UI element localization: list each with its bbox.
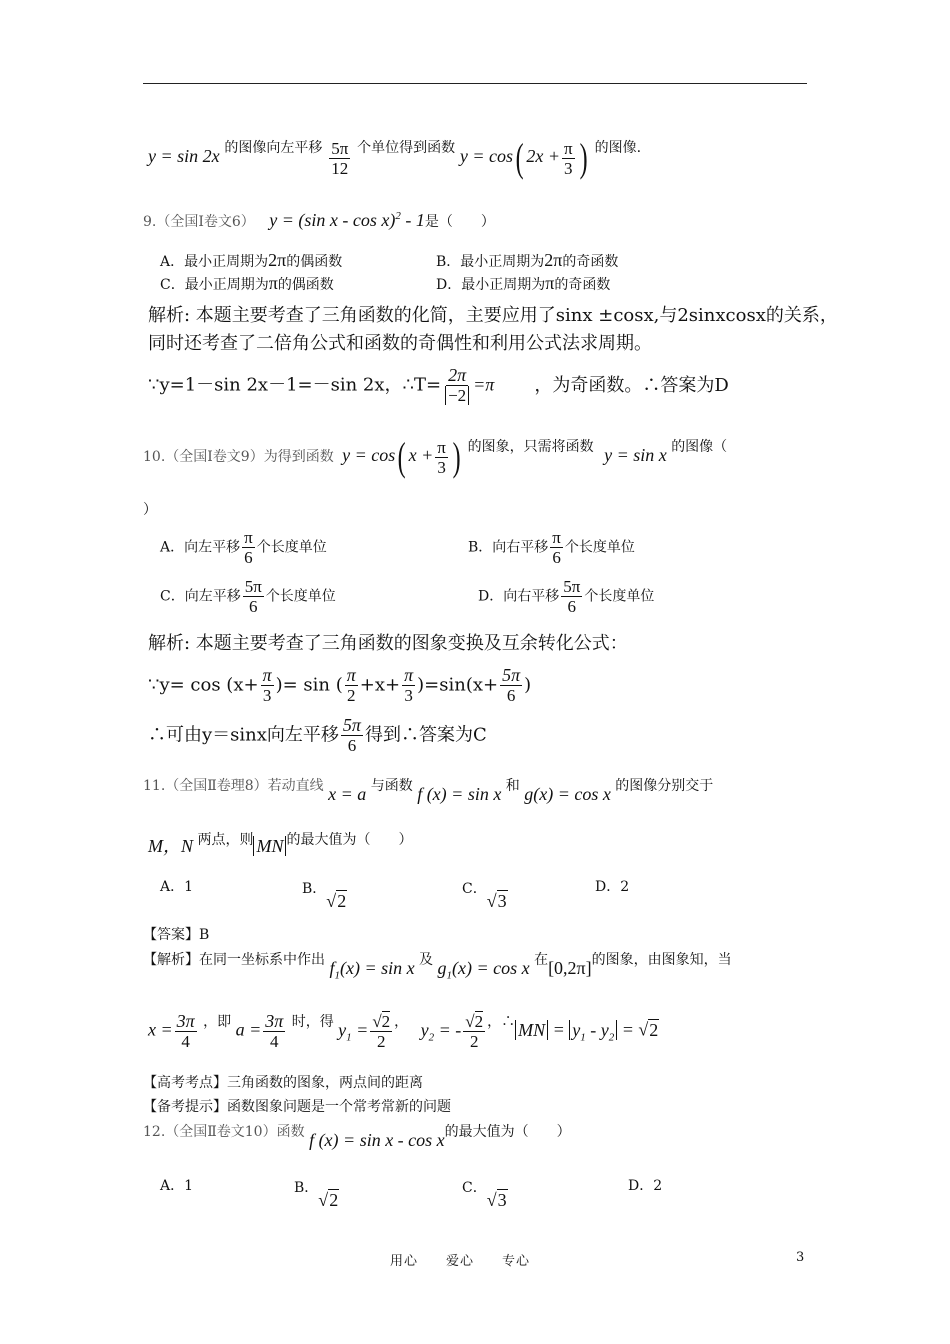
q11-exam-point: 【高考考点】三角函数的图象，两点间的距离 — [143, 1075, 423, 1091]
q10-option-d: D．向右平移 $\frac{5\pi}{6}$ 个长度单位 — [478, 577, 655, 616]
page-footer: 用心 爱心 专心 — [390, 1254, 531, 1269]
q11-analysis-2: x = $\frac{3\pi}{4}$ ，即 a = $\frac{3\pi}{4}$ 时，得 $y_1$ = $\frac{√2}{2}$ ， $y_2$ = - $\frac{√2}{2}$ ，∴ MN = $y_1 - y_2 = √2$ — [148, 1011, 659, 1051]
q12-stem: 12.（全国Ⅱ卷文10）函数 f (x) = sin x - cos x的最大值为（ ） — [143, 1124, 571, 1150]
q10-conclusion: ∴可由y＝sinx向左平移 $\frac{5\pi}{6}$ 得到∴答案为C — [148, 715, 487, 755]
q11-stem-2: M，N 两点，则 MN 的最大值为（ ） — [148, 832, 413, 856]
q10-stem: 10.（全国Ⅰ卷文9）为得到函数 y = cos( x + $\frac{\pi}{3}$ ) 的图象，只需将函数 y = sin x 的图像（ — [143, 434, 728, 479]
q11-answer: 【答案】B — [143, 927, 210, 943]
q9-expression: y = (sin x - cos x)$^2$ - 1 — [269, 210, 425, 230]
q9-solution: ∵y=1－sin 2x－1=－sin 2x，∴T= $\frac{2\pi}{-2}$ =π ，为奇函数。∴答案为D — [148, 365, 729, 405]
q10-option-c: C．向左平移 $\frac{5\pi}{6}$ 个长度单位 — [160, 577, 336, 616]
q11-prep-tip: 【备考提示】函数图象问题是一个常考常新的问题 — [143, 1099, 451, 1115]
q10-option-b: B．向右平移 $\frac{\pi}{6}$ 个长度单位 — [468, 528, 635, 567]
q11-option-b: B．√2 — [302, 881, 347, 911]
intro-shift-fraction: $\frac{5\pi}{12}$ — [331, 138, 349, 178]
q12-option-b: B．√2 — [294, 1180, 339, 1210]
q11-option-a: A．1 — [160, 879, 194, 895]
q9-analysis-line-1: 解析: 本题主要考查了三角函数的化简，主要应用了sinx ±cosx,与2sinxcosx的关系， — [148, 305, 838, 326]
q11-option-d: D．2 — [595, 879, 630, 895]
q9-option-b: B．最小正周期为2π的奇函数 — [436, 250, 619, 270]
q9-label: 9.（全国Ⅰ卷文6） — [143, 214, 255, 230]
q11-option-c: C．√3 — [462, 881, 507, 911]
header-rule — [143, 83, 807, 84]
q11-analysis: 【解析】在同一坐标系中作出 $f_1(x) = \sin x$ 及 $g_1(x) = \cos x$ 在[0,2π]的图象，由图象知，当 — [143, 952, 732, 982]
q11-stem: 11.（全国Ⅱ卷理8）若动直线 x = a 与函数 f (x) = sin x 和 g(x) = cos x 的图像分别交于 — [143, 778, 714, 804]
q9-analysis-line-2: 同时还考查了二倍角公式和函数的奇偶性和利用公式法求周期。 — [148, 333, 652, 354]
q9-option-c: C．最小正周期为π的偶函数 — [160, 273, 334, 293]
q10-stem-close: ） — [143, 502, 157, 518]
intro-formula-1: y = sin 2x — [148, 146, 220, 166]
page-number: 3 — [796, 1250, 805, 1265]
q9-option-d: D．最小正周期为π的奇函数 — [436, 273, 611, 293]
q12-option-d: D．2 — [628, 1178, 663, 1194]
intro-formula-2: y = cos — [459, 146, 513, 166]
q10-solution: ∵y= cos (x+ $\frac{\pi}{3}$ )= sin ( $\frac{\pi}{2}$ +x+ $\frac{\pi}{3}$ )=sin(x+ $\frac{5\pi}{6}$ ) — [148, 665, 532, 705]
q9-stem: 9.（全国Ⅰ卷文6） y = (sin x - cos x)$^2$ - 1是（ ） — [143, 210, 495, 230]
q12-option-a: A．1 — [160, 1178, 194, 1194]
q9-option-a: A．最小正周期为2π的偶函数 — [160, 250, 343, 270]
intro-line: y = sin 2x 的图像向左平移 $\frac{5\pi}{12}$ 个单位得到函数 y = cos( 2x + $\frac{\pi}{3}$ ) 的图像. — [148, 135, 642, 180]
q12-option-c: C．√3 — [462, 1180, 507, 1210]
q10-option-a: A．向左平移 $\frac{\pi}{6}$ 个长度单位 — [160, 528, 327, 567]
q10-analysis: 解析: 本题主要考查了三角函数的图象变换及互余转化公式： — [148, 633, 628, 654]
